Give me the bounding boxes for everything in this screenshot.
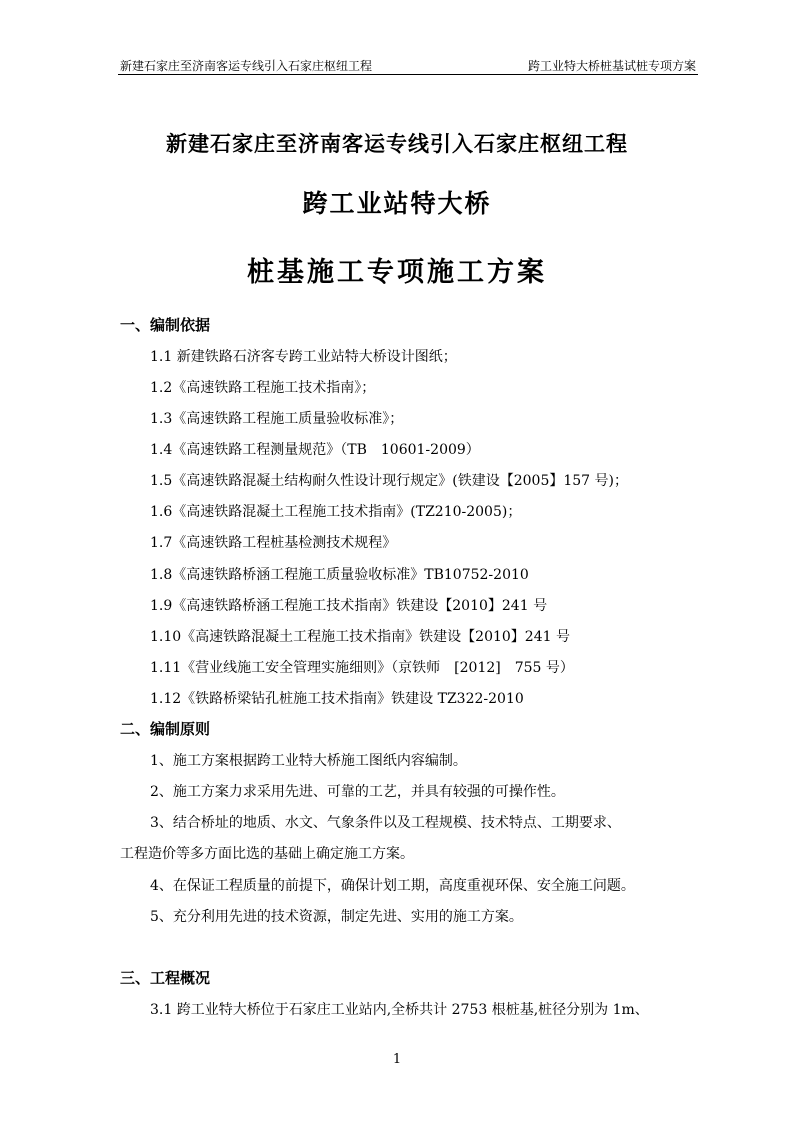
basis-item: 1.11《营业线施工安全管理实施细则》（京铁师 [2012] 755 号）: [150, 660, 574, 676]
principle-item: 5、充分利用先进的技术资源，制定先进、实用的施工方案。: [150, 909, 523, 925]
basis-item: 1.6《高速铁路混凝土工程施工技术指南》(TZ210-2005)；: [150, 504, 522, 520]
page-number: 1: [392, 1052, 402, 1067]
basis-item: 1.4《高速铁路工程测量规范》（TB 10601-2009）: [150, 442, 480, 458]
page-header: [118, 54, 698, 75]
basis-item: 1.5《高速铁路混凝土结构耐久性设计现行规定》(铁建设【2005】157 号)；: [150, 473, 628, 489]
section-heading-basis: 一、编制依据: [120, 316, 211, 334]
overview-paragraph: 3.1 跨工业特大桥位于石家庄工业站内,全桥共计 2753 根桩基,桩径分别为 1m、: [150, 1002, 649, 1018]
basis-item: 1.10《高速铁路混凝土工程施工技术指南》铁建设【2010】241 号: [150, 629, 570, 645]
section-heading-overview: 三、工程概况: [120, 969, 211, 987]
document-title-line3: 桩基施工专项施工方案: [247, 257, 547, 288]
basis-item: 1.1 新建铁路石济客专跨工业站特大桥设计图纸；: [150, 349, 457, 365]
basis-item: 1.9《高速铁路桥涵工程施工技术指南》铁建设【2010】241 号: [150, 598, 548, 614]
header-document-name: 跨工业特大桥桩基试桩专项方案: [527, 59, 696, 73]
principle-item: 1、施工方案根据跨工业特大桥施工图纸内容编制。: [150, 753, 467, 769]
basis-item: 1.12《铁路桥梁钻孔桩施工技术指南》铁建设 TZ322-2010: [150, 691, 524, 707]
principle-item: 3、结合桥址的地质、水文、气象条件以及工程规模、技术特点、工期要求、: [150, 815, 621, 831]
section-heading-principles: 二、编制原则: [120, 720, 211, 738]
basis-item: 1.3《高速铁路工程施工质量验收标准》；: [150, 411, 404, 427]
principle-item: 2、施工方案力求采用先进、可靠的工艺，并具有较强的可操作性。: [150, 784, 565, 800]
principle-item-continuation: 工程造价等多方面比选的基础上确定施工方案。: [120, 846, 414, 862]
document-title-line1: 新建石家庄至济南客运专线引入石家庄枢纽工程: [166, 131, 628, 156]
basis-item: 1.7《高速铁路工程桩基检测技术规程》: [150, 535, 397, 551]
document-title-line2: 跨工业站特大桥: [302, 189, 492, 218]
basis-item: 1.8《高速铁路桥涵工程施工质量验收标准》TB10752-2010: [150, 567, 529, 583]
basis-item: 1.2《高速铁路工程施工技术指南》；: [150, 380, 376, 396]
header-project-name: 新建石家庄至济南客运专线引入石家庄枢纽工程: [120, 59, 373, 73]
principle-item: 4、在保证工程质量的前提下，确保计划工期，高度重视环保、安全施工问题。: [150, 878, 635, 894]
